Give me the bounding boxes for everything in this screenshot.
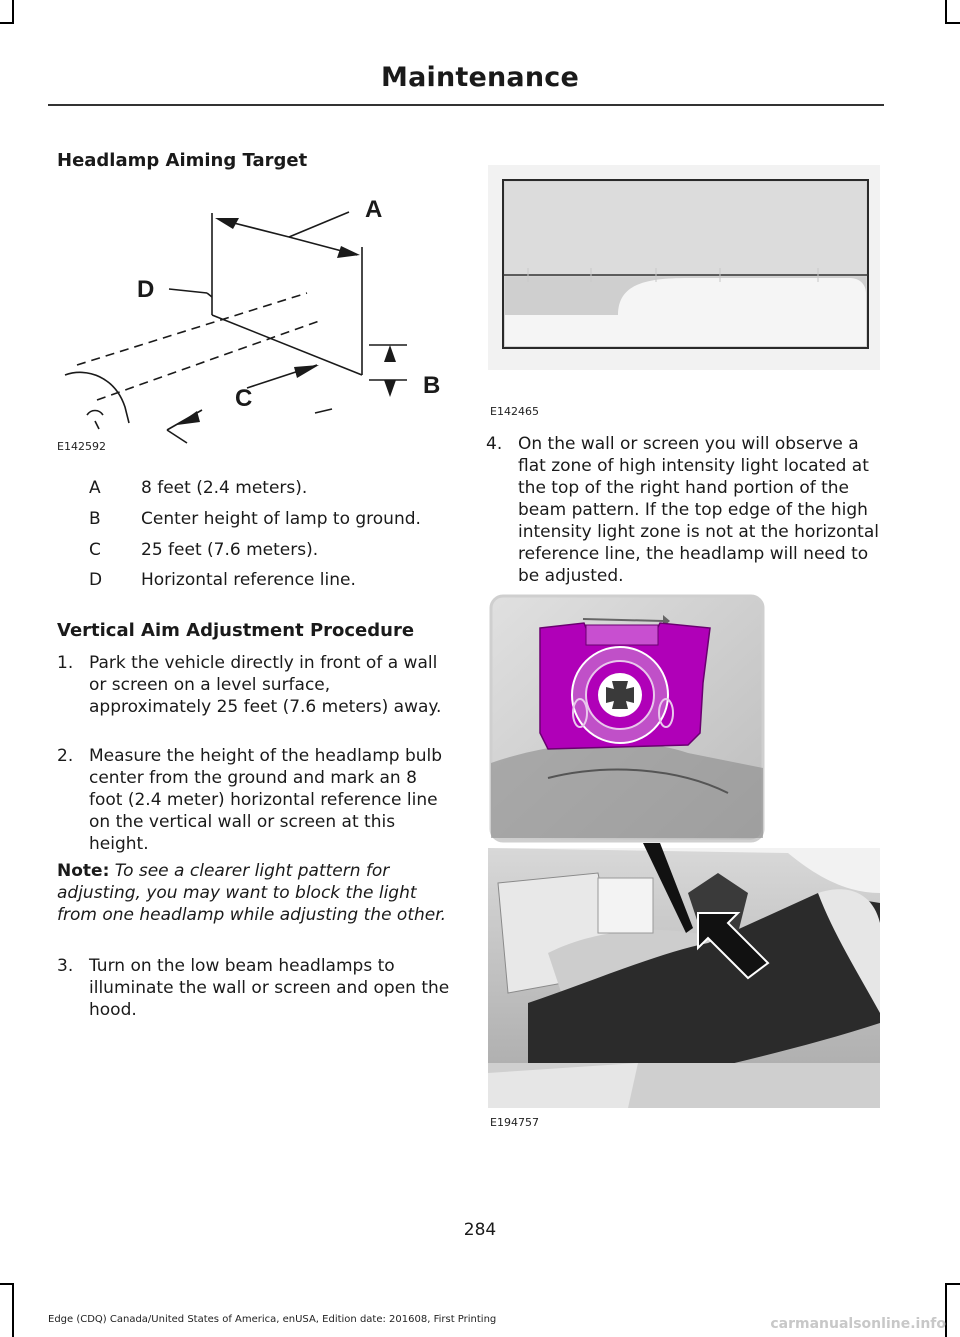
step-text: Park the vehicle directly in front of a wall or screen on a level surface, approximately 25 feet (7.6 meters) away. (89, 653, 442, 717)
page-number: 284 (463, 1220, 497, 1240)
crop-mark (945, 1283, 960, 1285)
figure-code-e194757: E194757 (490, 1116, 539, 1129)
legend-row-d (89, 570, 356, 590)
heading-aiming-target: Headlamp Aiming Target (57, 150, 308, 171)
crop-mark (12, 1283, 14, 1337)
label-b: B (423, 372, 441, 399)
step-number: 3. (57, 956, 74, 976)
figure-code-e142465: E142465 (490, 405, 539, 418)
note (57, 860, 447, 926)
step-number: 2. (57, 746, 74, 766)
legend-key: C (89, 540, 101, 560)
legend-row-c (89, 540, 318, 560)
note-label: Note: (57, 861, 110, 881)
legend-text: 8 feet (2.4 meters). (141, 478, 308, 498)
step-text: On the wall or screen you will observe a flat zone of high intensity light located at the top of the right hand portion of the beam pattern. If the top edge of the high intensity light zone is not at the horizontal reference line, the headlamp will need to be adjusted. (518, 434, 879, 586)
crop-mark (12, 0, 14, 22)
label-d: D (137, 276, 155, 303)
legend-key: B (89, 509, 101, 529)
legend-key: D (89, 570, 103, 590)
subheading-vertical-aim: Vertical Aim Adjustment Procedure (57, 620, 415, 641)
beam-pattern-figure (488, 165, 880, 370)
crop-mark (0, 1283, 14, 1285)
section-title: Maintenance (381, 62, 579, 93)
crop-mark (945, 22, 960, 24)
step-2 (57, 745, 452, 855)
legend-text: Center height of lamp to ground. (141, 509, 421, 529)
step-text: Measure the height of the headlamp bulb center from the ground and mark an 8 foot (2.4 meter) horizontal reference line on the vertical wall or screen at this height. (89, 746, 443, 854)
step-number: 4. (486, 434, 503, 454)
label-c: C (235, 385, 253, 412)
note-text: To see a clearer light pattern for adjusting, you may want to block the light from one headlamp while adjusting the other. (57, 861, 447, 925)
adjuster-location-photo (488, 593, 880, 1113)
figure-code-e142592: E142592 (57, 440, 106, 453)
aiming-target-diagram (57, 185, 452, 455)
legend-key: A (89, 478, 101, 498)
step-number: 1. (57, 653, 74, 673)
step-4 (486, 433, 886, 587)
step-text: Turn on the low beam headlamps to illuminate the wall or screen and open the hood. (89, 956, 450, 1020)
label-a: A (365, 196, 383, 223)
legend-text: Horizontal reference line. (141, 570, 356, 590)
step-1 (57, 652, 452, 718)
legend-row-b (89, 509, 421, 529)
edition-footer: Edge (CDQ) Canada/United States of America, enUSA, Edition date: 201608, First Printing (48, 1314, 497, 1325)
step-3 (57, 955, 452, 1021)
crop-mark (0, 22, 14, 24)
header-rule (48, 104, 884, 106)
watermark: carmanualsonline.info (770, 1316, 946, 1332)
legend-row-a (89, 478, 307, 498)
legend-text: 25 feet (7.6 meters). (141, 540, 319, 560)
crop-mark (945, 0, 947, 22)
